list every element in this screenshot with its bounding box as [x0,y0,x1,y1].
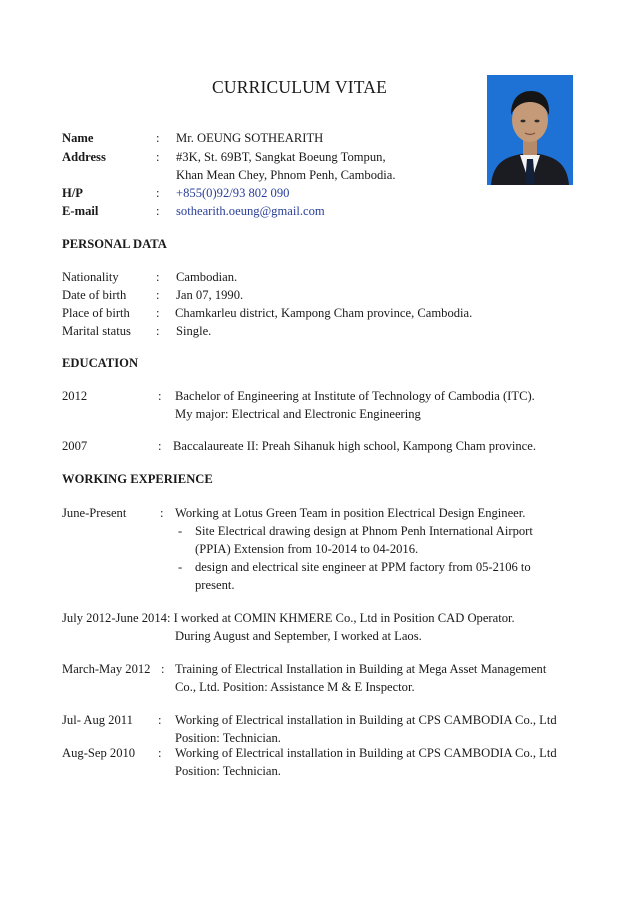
work-3-colon: : [161,662,165,676]
nationality-value: Cambodian. [176,270,238,284]
work-1-bullet-2-dash: - [178,560,183,574]
dob-label: Date of birth [62,288,127,302]
education-1-line-2: My major: Electrical and Electronic Engineering [175,407,421,421]
work-5-line-1: Working of Electrical installation in Building at CPS CAMBODIA Co., Ltd [175,746,557,760]
profile-photo [487,75,573,185]
work-5-colon: : [158,746,162,760]
work-1-bullet-1-line-2: (PPIA) Extension from 10-2014 to 04-2016. [195,542,419,556]
email-link[interactable]: sothearith.oeung@gmail.com [176,204,325,218]
work-3-line-2: Co., Ltd. Position: Assistance M & E Inspector. [175,680,415,694]
nationality-label: Nationality [62,270,119,284]
education-2-line-1: Baccalaureate II: Preah Sihanuk high school, Kampong Cham province. [173,439,537,453]
hp-colon: : [156,186,160,200]
education-1-colon: : [158,389,162,403]
pob-label: Place of birth [62,306,130,320]
work-4-line-1: Working of Electrical installation in Building at CPS CAMBODIA Co., Ltd [175,713,557,727]
address-line-2: Khan Mean Chey, Phnom Penh, Cambodia. [176,168,396,182]
work-1-colon: : [160,506,164,520]
pob-value: Chamkarleu district, Kampong Cham province, Cambodia. [175,306,473,320]
email-colon: : [156,204,160,218]
work-2-line-1: July 2012-June 2014: I worked at COMIN KHMERE Co., Ltd in Position CAD Operator. [62,611,515,625]
work-5-period: Aug-Sep 2010 [62,746,136,760]
address-line-1: #3K, St. 69BT, Sangkat Boeung Tompun, [176,150,386,164]
work-5-line-2: Position: Technician. [175,764,281,778]
nationality-colon: : [156,270,160,284]
address-label: Address [62,150,106,164]
name-label: Name [62,131,94,145]
phone-link[interactable]: +855(0)92/93 802 090 [176,186,290,200]
name-colon: : [156,131,160,145]
education-1-line-1: Bachelor of Engineering at Institute of Technology of Cambodia (ITC). [175,389,535,403]
personal-data-heading: PERSONAL DATA [62,237,167,251]
education-heading: EDUCATION [62,356,139,370]
work-1-period: June-Present [62,506,127,520]
marital-colon: : [156,324,160,338]
pob-colon: : [156,306,160,320]
work-heading: WORKING EXPERIENCE [62,472,213,486]
work-1-bullet-2-line-2: present. [195,578,235,592]
work-2-line-2: During August and September, I worked at Laos. [175,629,422,643]
work-1-bullet-1-line-1: Site Electrical drawing design at Phnom Penh International Airport [195,524,533,538]
marital-value: Single. [176,324,212,338]
work-1-bullet-1-dash: - [178,524,183,538]
work-1-bullet-2-line-1: design and electrical site engineer at PPM factory from 05-2106 to [195,560,531,574]
work-3-period: March-May 2012 [62,662,151,676]
address-colon: : [156,150,160,164]
education-1-year: 2012 [62,389,88,403]
work-4-colon: : [158,713,162,727]
work-3-line-1: Training of Electrical Installation in Building at Mega Asset Management [175,662,547,676]
dob-colon: : [156,288,160,302]
work-4-line-2: Position: Technician. [175,731,281,745]
email-label: E-mail [62,204,99,218]
work-4-period: Jul- Aug 2011 [62,713,133,727]
marital-label: Marital status [62,324,131,338]
document-title: CURRICULUM VITAE [212,77,388,97]
work-1-line-1: Working at Lotus Green Team in position Electrical Design Engineer. [175,506,526,520]
education-2-year: 2007 [62,439,88,453]
hp-label: H/P [62,186,83,200]
education-2-colon: : [158,439,162,453]
name-value: Mr. OEUNG SOTHEARITH [176,131,324,145]
dob-value: Jan 07, 1990. [176,288,244,302]
